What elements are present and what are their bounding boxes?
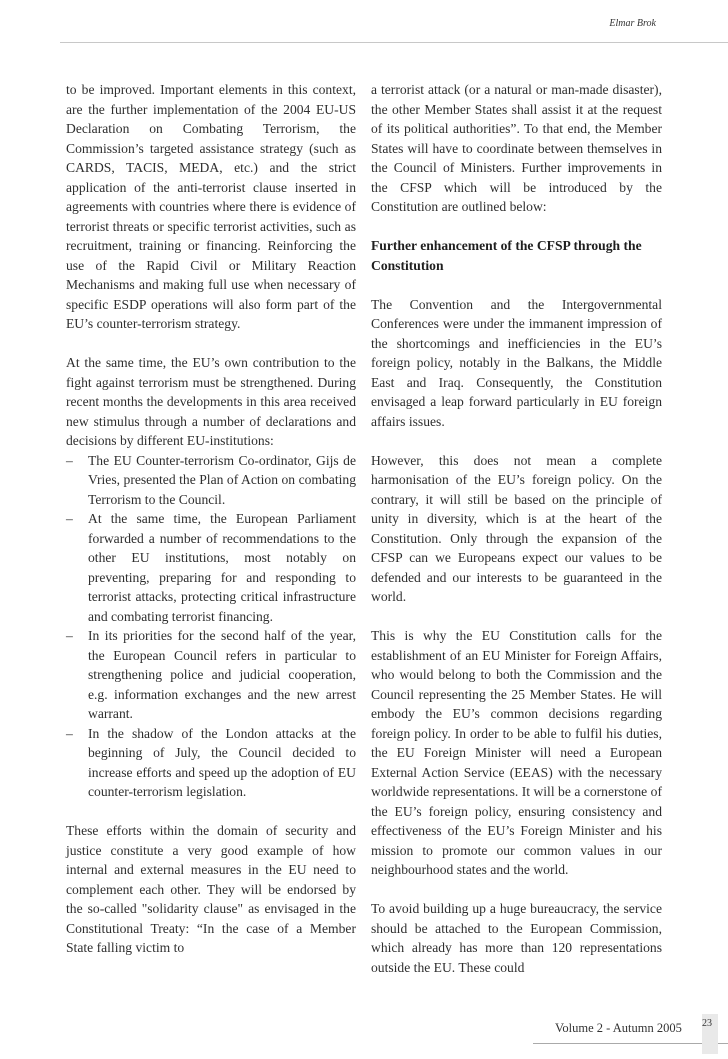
list-item bbox=[66, 724, 356, 802]
paragraph: These efforts within the domain of security and justice constitute a very good example of how internal and external measures in the EU need to complement each other. They will be endorsed by the so-called "solidarity clause" as envisaged in the Constitutional Treaty: “In the case of a Member State falling victim to bbox=[66, 823, 356, 955]
dash-marker: – bbox=[66, 452, 73, 468]
section-heading: Further enhancement of the CFSP through the Constitution bbox=[371, 238, 642, 273]
header-rule bbox=[60, 42, 728, 43]
right-column bbox=[371, 80, 662, 977]
list-item bbox=[66, 451, 356, 510]
list-item bbox=[66, 509, 356, 626]
running-head-author: Elmar Brok bbox=[609, 18, 656, 29]
paragraph: This is why the EU Constitution calls for the establishment of an EU Minister for Foreign Affairs, who would belong to both the Commission and the Council representing the 25 Member States. He will embody the EU’s common decisions regarding foreign policy. In order to be able to fulfil his duties, the EU Foreign Minister will need a European External Action Service (EEAS) with the necessary worldwide representations. It will be a cornerstone of the EU’s foreign policy, ensuring consistency and effectiveness of the EU’s Foreign Minister and his mission to promote our common values in our neighbourhood states and the world. bbox=[371, 628, 662, 877]
bullet-list bbox=[66, 451, 356, 802]
list-item-text: At the same time, the European Parliament forwarded a number of recommendations to the other EU institutions, most notably on preventing, preparing for and responding to terrorist attacks, protecting critical infrastructure and combating terrorist financing. bbox=[88, 511, 356, 624]
page-number: 23 bbox=[702, 1018, 712, 1029]
paragraph: a terrorist attack (or a natural or man-made disaster), the other Member States shall assist it at the request of its political authorities”. To that end, the Member States will have to coordinate between themselves in the Council of Ministers. Further improvements in the CFSP which will be introduced by the Constitution are outlined below: bbox=[371, 82, 662, 214]
paragraph: However, this does not mean a complete harmonisation of the EU’s foreign policy. On the contrary, it will still be based on the principle of unity in diversity, which is at the heart of the Constitution. Only through the expansion of the CFSP can we Europeans expect our values to be defended and our interests to be guaranteed in the world. bbox=[371, 452, 662, 604]
left-column bbox=[66, 80, 356, 958]
paragraph: At the same time, the EU’s own contribution to the fight against terrorism must be strengthened. During recent months the developments in this area received new stimulus through a number of declarations and decisions by different EU-institutions: bbox=[66, 355, 356, 448]
dash-marker: – bbox=[66, 725, 73, 741]
list-item-text: In its priorities for the second half of the year, the European Council refers in particular to strengthening police and judicial cooperation, e.g. information exchanges and the new arrest warrant. bbox=[88, 628, 356, 721]
paragraph: to be improved. Important elements in this context, are the further implementation of the 2004 EU-US Declaration on Combating Terrorism, the Commission’s targeted assistance strategy (such as CARDS, TACIS, MEDA, etc.) and the strict application of the anti-terrorist clause inserted in agreements with countries where there is evidence of terrorist threats or specific terrorist activities, such as recruitment, training or financing. Reinforcing the use of the Rapid Civil or Military Reaction Mechanisms and making full use when necessary of specific ESDP operations will also form part of the EU’s counter-terrorism strategy. bbox=[66, 82, 356, 331]
paragraph: The Convention and the Intergovernmental Conferences were under the immanent impression of the shortcomings and inefficiencies in the EU’s foreign policy, notably in the Balkans, the Middle East and Iraq. Consequently, the Constitution envisaged a leap forward particularly in EU foreign affairs issues. bbox=[371, 296, 662, 429]
list-item-text: The EU Counter-terrorism Co-ordinator, Gijs de Vries, presented the Plan of Action on combating Terrorism to the Council. bbox=[88, 452, 356, 507]
dash-marker: – bbox=[66, 628, 73, 643]
list-item bbox=[66, 626, 356, 724]
footer-volume: Volume 2 - Autumn 2005 bbox=[555, 1021, 682, 1035]
paragraph: To avoid building up a huge bureaucracy, the service should be attached to the European Commission, which already has more than 120 representations outside the EU. These could bbox=[371, 901, 662, 975]
list-item-text: In the shadow of the London attacks at the beginning of July, the Council decided to increase efforts and speed up the adoption of EU counter-terrorism legislation. bbox=[88, 725, 356, 799]
dash-marker: – bbox=[66, 511, 73, 526]
footer-rule bbox=[533, 1043, 728, 1044]
